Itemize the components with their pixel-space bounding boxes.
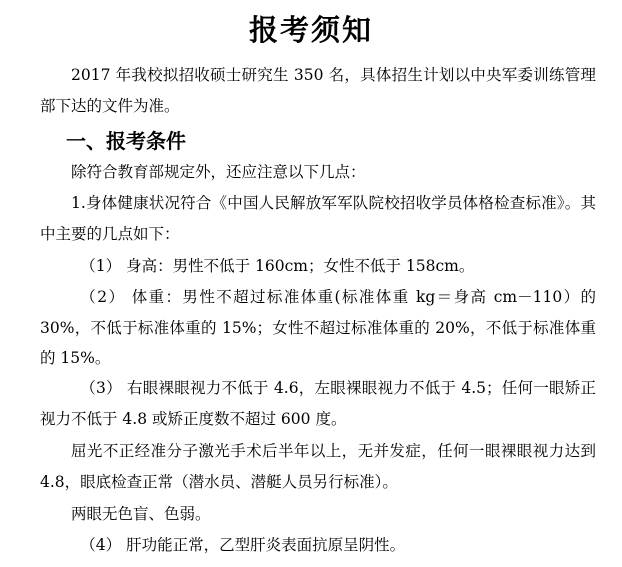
liver-function-paragraph: （4） 肝功能正常，乙型肝炎表面抗原呈阴性。 [80, 536, 406, 554]
section-heading-requirements: 一、报考条件 [66, 129, 186, 153]
intro-paragraph: 2017 年我校拟招收硕士研究生 350 名，具体招生计划以中央军委训练管理部下达的文件为准。 [40, 66, 596, 115]
general-requirements-paragraph: 除符合教育部规定外，还应注意以下几点： [71, 163, 366, 181]
document-title: 报考须知 [248, 13, 373, 47]
refraction-surgery-paragraph: 屈光不正经准分子激光手术后半年以上，无并发症，任何一眼裸眼视力达到 4.8，眼底检查正常（潜水员、潜艇人员另行标准）。 [40, 442, 596, 491]
color-vision-paragraph: 两眼无色盲、色弱。 [71, 505, 211, 523]
weight-requirement-paragraph: （2） 体重：男性不超过标准体重(标准体重 kg＝身高 cm－110）的 30%，不低于标准体重的 15%；女性不超过标准体重的 20%，不低于标准体重的 15%。 [40, 288, 596, 367]
health-standard-paragraph: 1.身体健康状况符合《中国人民解放军军队院校招收学员体格检查标准》。其中主要的几点如下： [40, 194, 596, 243]
vision-requirement-paragraph: （3） 右眼裸眼视力不低于 4.6，左眼裸眼视力不低于 4.5；任何一眼矫正视力不低于 4.8 或矫正度数不超过 600 度。 [40, 379, 596, 428]
height-requirement-paragraph: （1） 身高：男性不低于 160cm；女性不低于 158cm。 [80, 257, 475, 275]
